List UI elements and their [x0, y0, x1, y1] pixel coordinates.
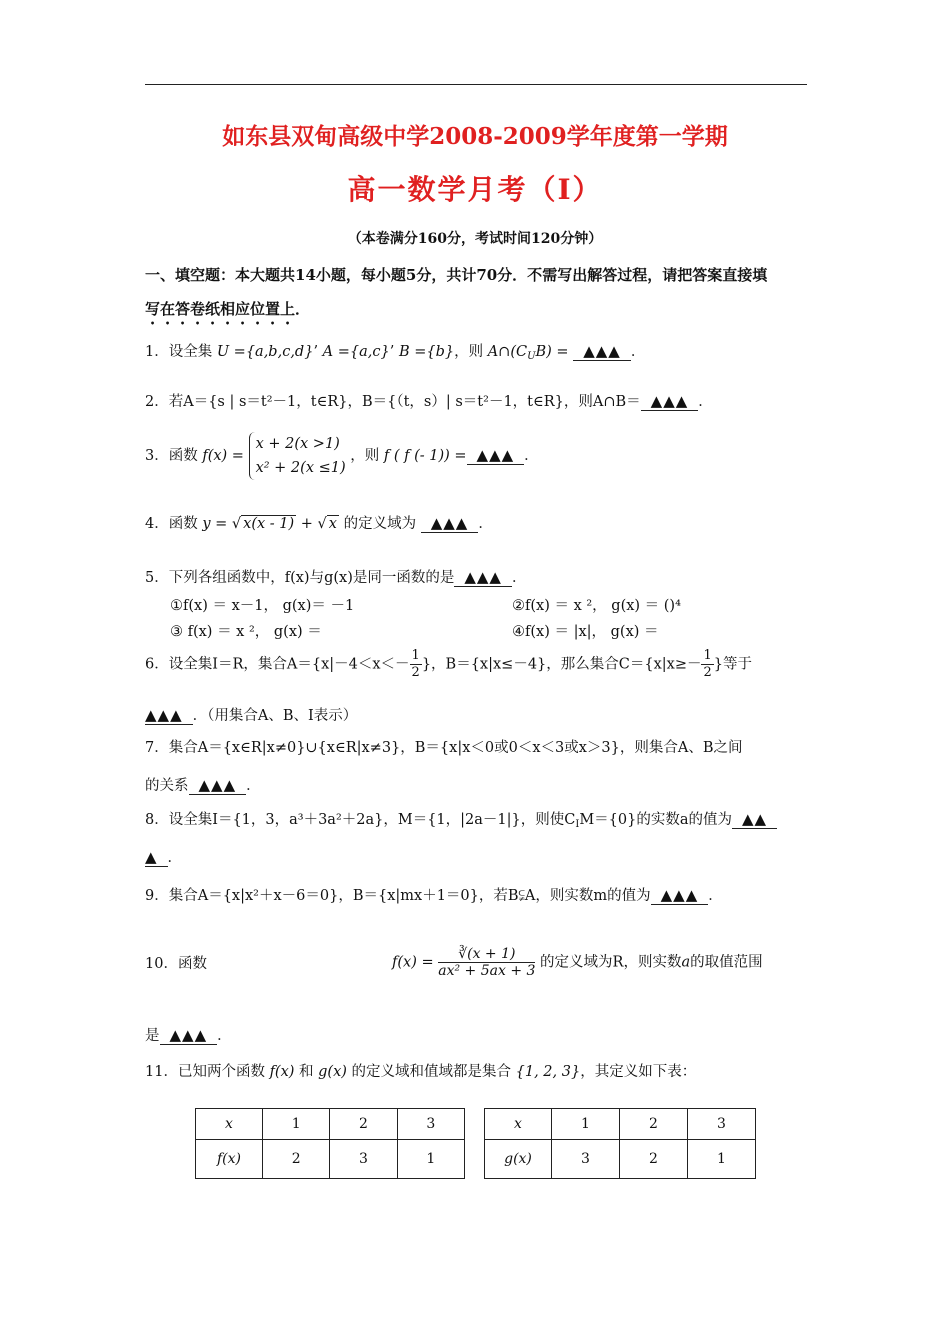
fraction: $\frac{1}{2}$ — [411, 648, 420, 680]
table-row: g(x) 3 2 1 — [485, 1140, 756, 1179]
question-1: 1．设全集 U ={a,b,c,d}’ A ={a,c}’ B ={b}，则 $A\cap(C_UB)$ = ▲▲▲ ． — [145, 342, 646, 362]
question-8: 8．设全集I＝{1，3，a³＋3a²＋2a}，M＝{1，|2a－1|}，则使$C_IM=\{0\}$的实数a的值为 ▲▲ — [145, 808, 810, 830]
fraction: $\frac{∛(x + 1)}{\text{ax² + 5ax + 3}}$ — [438, 946, 536, 979]
question-11: 11．已知两个函数 f(x) 和 g(x) 的定义域和值域都是集合 {1, 2, 3}，其定义如下表： — [145, 1064, 697, 1080]
table-f — [195, 1108, 465, 1179]
question-5: 5．下列各组函数中，f(x)与g(x)是同一函数的是 ▲▲▲ ． — [145, 568, 527, 586]
option-4: ④f(x) ＝ |x|， g(x) ＝ — [512, 624, 659, 640]
exam-note: （本卷满分160分，考试时间120分钟） — [347, 231, 603, 247]
exam-title: 高一数学月考（Ⅰ） — [347, 173, 603, 206]
section-instructions-line2: 写在答卷纸相应位置上． — [145, 300, 311, 318]
option-2: ②f(x) ＝ x ²， g(x) ＝ ()⁴ — [512, 598, 681, 614]
section-instructions: 一、填空题：本大题共14小题，每小题5分，共计70分．不需写出解答过程，请把答案直接填 — [145, 266, 768, 284]
question-10-line2: 是 ▲▲▲ ． — [145, 1026, 232, 1044]
answer-blank: ▲▲▲ — [454, 568, 512, 587]
answer-blank: ▲▲▲ — [145, 706, 193, 725]
answer-blank: ▲▲▲ — [421, 514, 479, 533]
answer-blank: ▲▲ — [732, 810, 777, 829]
question-3: 3．函数 f(x) = x + 2(x >1) x² + 2(x ≤1) ，则 f ( f (- 1)) = ▲▲▲ ． — [145, 432, 810, 480]
question-8-line2: ▲ ． — [145, 848, 183, 866]
school-title: 如东县双甸高级中学2008-2009学年度第一学期 — [222, 123, 728, 150]
question-7-line2: 的关系 ▲▲▲ ． — [145, 776, 261, 794]
answer-blank: ▲▲▲ — [573, 342, 631, 361]
option-3: ③ f(x) ＝ x ²， g(x) ＝ — [170, 624, 322, 640]
answer-blank: ▲▲▲ — [467, 446, 525, 465]
option-1: ①f(x) ＝ x－1， g(x)＝ －1 — [170, 598, 355, 614]
question-4: 4．函数 y = √ x(x - 1) + √ x 的定义域为 ▲▲▲ ． — [145, 514, 493, 532]
fraction: $\frac{1}{2}$ — [703, 648, 712, 680]
question-7: 7．集合A＝{x∈R|x≠0}∪{x∈R|x≠3}，B＝{x|x＜0或0＜x＜3或x＞3}，则集合A、B之间 — [145, 740, 743, 756]
question-6: 6．设全集I＝R，集合A＝{x|－4＜x＜－ $\frac{1}{2}$ }，B＝{x|x≤－4}，那么集合C＝{x|x≥－ $\frac{1}{2}$ }等于 — [145, 648, 752, 680]
table-row: f(x) 2 3 1 — [196, 1140, 465, 1179]
table-row: x 1 2 3 — [485, 1109, 756, 1140]
answer-blank: ▲▲▲ — [651, 886, 709, 905]
table-row: x 1 2 3 — [196, 1109, 465, 1140]
question-10: 10．函数 — [145, 956, 207, 972]
top-rule — [145, 84, 807, 85]
answer-blank: ▲▲▲ — [160, 1026, 218, 1045]
question-9: 9．集合A＝{x|x²＋x－6＝0}，B＝{x|mx＋1＝0}，若B⫋A，则实数m的值为 ▲▲▲ ． — [145, 886, 723, 904]
piecewise-brace: x + 2(x >1) x² + 2(x ≤1) — [249, 432, 346, 480]
answer-blank: ▲ — [145, 848, 168, 867]
question-2: 2．若A＝{s | s＝t²－1，t∈R}，B＝{（t，s）| s＝t²－1，t∈R}，则A∩B＝ ▲▲▲ ． — [145, 392, 713, 410]
answer-blank: ▲▲▲ — [641, 392, 699, 411]
question-6-answer: ▲▲▲ ．（用集合A、B、I表示） — [145, 706, 358, 724]
table-g — [484, 1108, 756, 1179]
answer-blank: ▲▲▲ — [189, 776, 247, 795]
question-10-formula: f(x) = $\frac{∛(x + 1)}{\text{ax² + 5ax + 3}}$ 的定义域为R，则实数a的取值范围 — [392, 946, 763, 979]
